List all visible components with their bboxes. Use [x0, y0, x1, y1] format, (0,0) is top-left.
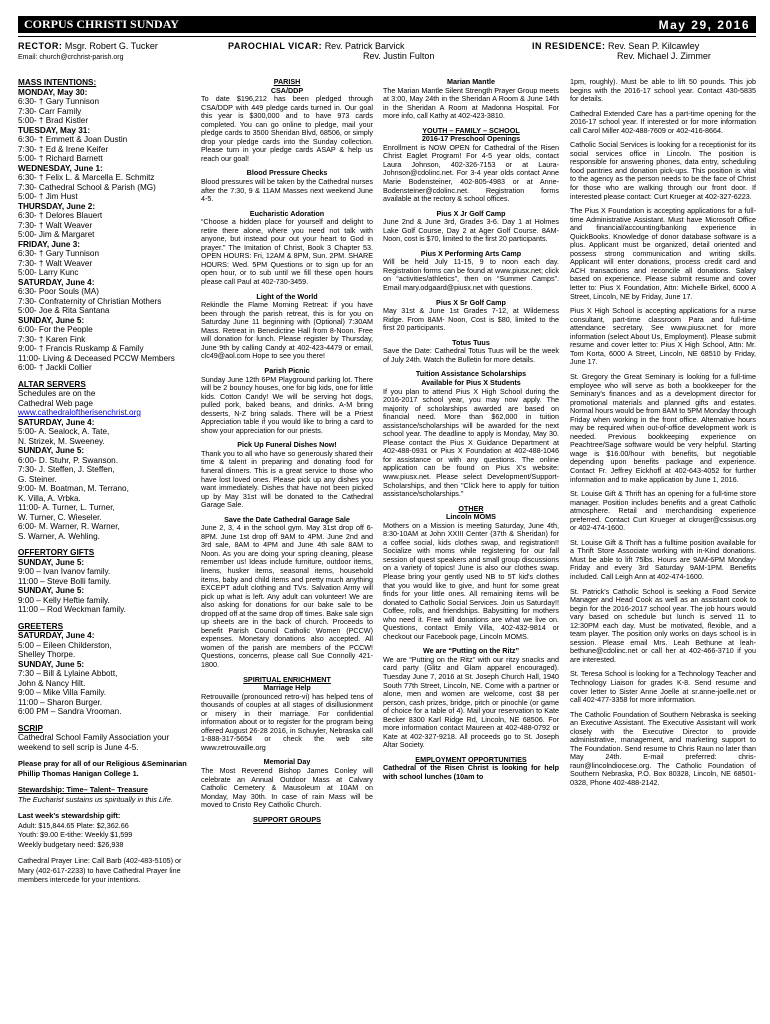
- list-line: 7:30 – Bill & Lylaine Abbott,: [18, 669, 118, 678]
- extended-care-text: Cathedral Extended Care has a part-time opening for the 2016-17 school year. If interested or for more information call Carol Miller 402-488-7609 or 402-416-8664.: [570, 108, 756, 135]
- list-line: 7:30- J. Steffen, J. Steffen,: [18, 465, 115, 474]
- thrift-associate-text: St. Louise Gift & Thrift has a fulltime position available for a Thrift Store Associate working with in-Kind donations. Must be able to lift 75lbs. Hours are 9AM-6PM Monday-Friday and every 3rd Saturday 9AM-1PM. Benefits included. Call Leigh Ann at 402-474-1600.: [570, 537, 756, 581]
- list-line: MONDAY, May 30:: [18, 87, 88, 97]
- garage-text: June 2, 3, 4 in the school gym. May 31st drop off 6-8PM. June 1st drop off 9AM to 4PM. June 2nd and 3rd sale, 8AM to 4PM and June 4th sale 8AM to Noon. As you are doing your spring cleaning, please remember us! Ideas include furniture, outdoor items, linens, husker items, seasonal items, household items, baby and child items and pretty much anything EXCEPT adult clothing and TVs. Salvation Army will pick up what is left. Any adult can volunteer! We are also asking for donations for our bake sale to be dropped off at the same drop off times. Bake sale sign up sheets are in the back of church. Proceeds to benefit Parish Council Catholic Women (PCCW) expenses. Monetary donations also accepted. All women of the parish are members of the PCCW! Questions, concerns, please call Sue Connolly 421-1800.: [201, 523, 373, 669]
- light-text: Rekindle the Flame Morning Retreat: if you have been through the parish retreat, this is for you on Saturday June 11 beginning with (Optional) 7:30AM Mass. Retreat in Benedictine Hall from 8-Noon. Free will donation for lunch. Please register by Thursday, June 9th by calling Candy at 402-423-4479 or email, clc49@aol.com Hope to see you there!: [201, 300, 373, 361]
- list-line: G. Steiner.: [18, 474, 57, 484]
- list-line: TUESDAY, May 31:: [18, 125, 91, 135]
- arts-text: Will be held July 11-15, 9 to noon each day. Registration forms can be found at www.piusx.net; click on “activities/athletics”, then on “Summer Camps”. Email mary.odgaard@piusx.net with questions.: [383, 257, 559, 293]
- tuition-title: Tuition Assistance Scholarships: [415, 369, 527, 379]
- gift-list: [18, 821, 190, 850]
- altar-link[interactable]: www.cathedraloftherisenchrist.org: [18, 408, 141, 417]
- totus-text: Save the Date: Cathedral Totus Tuus will be the week of July 24th. Watch the Bulletin for more details.: [383, 346, 559, 364]
- stewardship-title: Stewardship: Time– Talent– Treasure: [18, 785, 148, 794]
- marriage-title: Marriage Help: [263, 683, 311, 693]
- adoration-title: Eucharistic Adoration: [249, 208, 325, 218]
- list-line: WEDNESDAY, June 1:: [18, 163, 103, 173]
- list-line: 5:00- Jim & Margaret: [18, 230, 95, 239]
- list-line: 11:00- Living & Deceased PCCW Members: [18, 353, 175, 363]
- mantle-title: Marian Mantle: [447, 77, 495, 86]
- bulletin-columns: [18, 78, 756, 885]
- funeral-title: Pick Up Funeral Dishes Now!: [237, 440, 337, 450]
- csa-title: CSA/DDP: [270, 85, 304, 95]
- list-line: 6:00- M. Warner, R. Warner,: [18, 522, 120, 531]
- church-email: Email: church@crchrist-parish.org: [18, 54, 124, 61]
- list-line: Shelley Thorpe.: [18, 650, 76, 659]
- list-line: S. Warner, A. Wehling.: [18, 531, 100, 541]
- list-line: 6:00 PM – Sandra Vrooman.: [18, 707, 122, 716]
- ritz-title: We are “Putting on the Ritz”: [422, 646, 520, 656]
- bulletin-page: [18, 16, 756, 884]
- column-1: [18, 78, 196, 885]
- list-line: FRIDAY, June 3:: [18, 239, 81, 249]
- greeters-list: [18, 631, 190, 717]
- parish-title: PARISH: [273, 77, 301, 86]
- list-line: 7:30- † Walt Weaver: [18, 258, 93, 268]
- adoration-text: “Choose a hidden place for yourself and delight to retire there alone, where you need not talk with anyone, but instead pour out your heart to God in prayer.” The Imitation of Christ, Book 3 Chapter 53. OPEN HOURS: Fri, 12AM & 8PM, Sun. 2PM. SHARE HOURS: Wed. 5PM Questions or to sign up for an open hour, or to sub until we fill these open hours please call Paul at 402-730-3459.: [201, 217, 373, 287]
- vicar-name: Rev. Patrick Barvick: [324, 41, 405, 51]
- list-line: 6:00- † Jackli Collier: [18, 363, 92, 372]
- memorial-text: The Most Reverend Bishop James Conley will celebrate an Annual Outdoor Mass at Calvary Catholic Cemetery & Mausoleum at 10AM on Monday, May 30th. In case of rain Mass will be moved to Cristo Rey Catholic Church.: [201, 766, 373, 810]
- list-line: N. Strizek, M. Sweeney.: [18, 436, 105, 446]
- list-line: SUNDAY, June 5:: [18, 586, 85, 595]
- list-line: SUNDAY, June 5:: [18, 315, 85, 325]
- tuition-subtitle: Available for Pius X Students: [421, 377, 521, 387]
- youth-title: YOUTH – FAMILY – SCHOOL: [422, 125, 520, 135]
- list-line: 6:30- Poor Souls (MA): [18, 287, 99, 296]
- pius-foundation-text: The Pius X Foundation is accepting applications for a full-time Administrative Assistant. Must have Microsoft Office and financial/accounting/banking experience in QuickBooks. Knowledge of donor database software is a plus. Applicant must be organized, detail oriented and possess strong communication and writing skills. Applicant will enter donations, process credit card and ACH transactions and reconcile all donations. Salary based on experience. Please submit resume and cover letter to: Pius X Foundation, Attn: Michelle Birkel, 6000 A Street, Lincoln, NE by Friday, June 17.: [570, 206, 756, 301]
- column-2: [196, 78, 378, 885]
- list-line: 5:00- Larry Kunc: [18, 268, 79, 277]
- vicar-label: PAROCHIAL VICAR:: [228, 41, 323, 51]
- csa-text: To date $196,212 has been pledged through CSA/DDP with 449 pledge cards turned in. Our goal this year is $300,000 and to have 973 cards completed. You can go online to pledge, mail your pledge cards to 3500 Sheridan Blvd, 68506, or simply drop your pledge cards into the Sunday collection. Please turn in your pledge cards ASAP & help us reach our goal!: [201, 94, 373, 163]
- column-3: [378, 78, 564, 885]
- list-line: W. Turner, C. Wieseler.: [18, 512, 102, 522]
- list-line: 5:00- A. Sealock, A. Tate,: [18, 427, 110, 436]
- picnic-text: Sunday June 12th 6PM Playground parking lot. There will be 2 bouncy houses, one for big kids, one for little kids. Cotton Candy! We will be serving hot dogs, pulled pork, baked beans, and drinks. A-M bring desserts, N-Z bring salads. There will be a Priest Appreciation table if you would like to bring a card to show your appreciation for our priests.: [201, 374, 373, 435]
- list-line: 11:00 – Steve Bolli family.: [18, 576, 111, 586]
- blood-text: Blood pressures will be taken by the Cathedral nurses after the 7:30, 9 & 11AM Masses next weekend June 4-5.: [201, 177, 373, 204]
- seminary-text: St. Gregory the Great Seminary is looking for a full-time employee who will serve as both a bookkeeper for the Seminary's finances and as a development director for promotional materials and planned gifts and estates. Normal hours would be from 8AM to 5PM Monday through Friday when working in the front office. Alternative hours may be required when out-of-office development work is needed. Previous bookkeeping experience on Peachtree/Sage software would be very helpful. Starting wage is $16.00/hour with benefits, but negotiable depending upon benefits package and experience. Contact Fr. Jeffrey Eickhoff at 402-643-4052 for further information and to make application by June 1, 2016.: [570, 371, 756, 484]
- golf1-title: Pius X Jr Golf Camp: [436, 208, 506, 218]
- list-line: 7:30- † Karen Fink: [18, 334, 86, 344]
- pray-text: Please pray for all of our Religious &Seminarian Phillip Thomas Hanigan College 1.: [18, 759, 187, 778]
- parish-name: CORPUS CHRISTI SUNDAY: [24, 17, 179, 31]
- rector-label: RECTOR:: [18, 41, 63, 51]
- list-line: 9:00 – Ivan Ivanov family.: [18, 567, 111, 576]
- list-line: SUNDAY, June 5:: [18, 446, 85, 455]
- list-line: 9:00- M. Boatman, M. Terrano,: [18, 484, 129, 493]
- header-bar: [18, 16, 756, 33]
- offertory-gifts-title: OFFERTORY GIFTS: [18, 548, 95, 557]
- altar-servers-title: ALTAR SERVERS: [18, 379, 86, 389]
- funeral-text: Thank you to all who have so generously shared their time & talent in preparing and donating food for funeral dinners. This is a great service to those who have lost loved ones. Please pick up any dishes you want immediately. Dishes that have not been picked up by May 31st will be donated to the Cathedral Garage Sale.: [201, 448, 373, 510]
- spiritual-title: SPIRITUAL ENRICHMENT: [243, 674, 331, 684]
- list-line: 6:30- † Felix L. & Marcella E. Schmitz: [18, 173, 155, 182]
- moms-title: Lincoln MOMS: [446, 512, 496, 522]
- golf2-title: Pius X Sr Golf Camp: [436, 297, 506, 307]
- scrip-text: Cathedral School Family Association your weekend to sell scrip is June 4-5.: [18, 733, 170, 752]
- residence-name: Rev. Sean P. Kilcawley: [608, 41, 700, 51]
- blood-title: Blood Pressure Checks: [246, 168, 328, 178]
- ritz-text: We are “Putting on the Ritz” with our ritzy snacks and card party (Glitz and Glam apparel encouraged). Tuesday June 7, 2016 at St. Joseph Church Hall, 1940 South 77th Street, Lincoln, NE. Come with a partner or alone, men and women are welcome, cost $8 per person, cash prizes, bridge, pitch or pinochle (or game of choice for a table of 4). Mail your reservation to Kate Becker 8300 Karl Ridge Rd, Lincoln, NE 68506. For more information contact Maureen at 402-488-0792 or Kate at 402-327-9218. All proceeds go to St. Joseph Altar Society.: [383, 654, 559, 750]
- list-line: 5:00- † Jim Hust: [18, 192, 78, 201]
- golf1-text: June 2nd & June 3rd, Grades 3-6. Day 1 at Holmes Lake Golf Course, Day 2 at Ager Golf Course. 8AM- Noon, cost is $70, limited to the first 20 participants.: [383, 217, 559, 244]
- list-line: SATURDAY, June 4:: [18, 631, 95, 640]
- mantle-text: The Marian Mantle Silent Strength Prayer Group meets at 3:00, May 24th in the Sheridan A Room & June 14th in the Sheridan A Room at Madonna Hospital. For more info, call Kathy at 402-423-3810.: [383, 85, 559, 121]
- list-line: 6:30- † Delores Blauert: [18, 211, 103, 220]
- list-line: 6:30- † Gary Tunnison: [18, 249, 100, 258]
- column-4: [564, 78, 756, 885]
- list-line: 6:30- † Emmett & Joan Dustin: [18, 135, 128, 144]
- scrip-title: SCRIP: [18, 723, 44, 733]
- list-line: 5:00- † Richard Barnett: [18, 154, 103, 163]
- list-line: 5:00 – Eileen Childerston,: [18, 640, 112, 650]
- altar-servers-list: [18, 418, 190, 542]
- offertory-gifts-list: [18, 558, 190, 615]
- prayer-line: Cathedral Prayer Line: Call Barb (402-483-5105) or Mary (402-617-2233) to have Cathedral Prayer line members intercede for your intentions.: [18, 856, 182, 884]
- list-line: Youth: $9.00 E-tithe: Weekly $1,599: [18, 830, 133, 839]
- memorial-title: Memorial Day: [263, 757, 311, 767]
- list-line: Weekly budgetary need: $26,938: [18, 839, 124, 849]
- moms-text: Mothers on a Mission is meeting Saturday, June 4th, 8:30-10AM at John XXIII Center (37th & Sheridan) for a coffee social, kids clothes swap, and registration!! Socialize with moms while registering for our fall session of quest speakers and small group discussions on a variety of topics! June is also our clothes swap. Please bring your gently used NB to 5T kid's clothes that you would like to give, and hunt for some great finds for your little ones. All remaining items will be donated to Catholic Social Services. Join us Saturday!! Coffee, rolls, and friendships. Babysitting for mothers who need it. Free will donations are what we live on. Questions, contact Emily Villa, 402-432-9814 or checkout our Facebook page, Lincoln MOMS.: [383, 520, 559, 641]
- support-title: SUPPORT GROUPS: [253, 814, 321, 824]
- list-line: SATURDAY, June 4:: [18, 277, 95, 287]
- arts-title: Pius X Performing Arts Camp: [420, 248, 522, 258]
- list-line: K. Villa, A. Vrbka.: [18, 493, 81, 503]
- list-line: 9:00 – Mike Villa Family.: [18, 688, 106, 697]
- other-title: OTHER: [458, 503, 484, 513]
- list-line: 6:30- † Gary Tunnison: [18, 97, 100, 106]
- altar-intro-2: Cathedral Web page: [18, 398, 93, 408]
- altar-intro-1: Schedules are on the: [18, 389, 96, 398]
- list-line: 7:30- Carr Family: [18, 106, 82, 116]
- gift-title: Last week's stewardship gift:: [18, 811, 121, 820]
- preschool-title: 2016-17 Preschool Openings: [421, 134, 521, 144]
- list-line: 9:00- † Francis Ruskamp & Family: [18, 344, 144, 353]
- list-line: John & Nancy Hilt.: [18, 678, 86, 688]
- list-line: 7:30- † Walt Weaver: [18, 220, 93, 230]
- mass-intentions-list: [18, 88, 190, 373]
- list-line: 11:00 – Sharon Burger.: [18, 697, 103, 707]
- lunch-continued-text: 1pm, roughly). Must be able to lift 50 pounds. This job begins with the 2016-17 school year. Contact 430-5835 for details.: [570, 77, 756, 104]
- garage-title: Save the Date Cathedral Garage Sale: [224, 514, 350, 524]
- golf2-text: May 31st & June 1st Grades 7-12, at Wilderness Ridge. From 8AM- Noon, Cost is $80, limited to the first 20 participants.: [383, 306, 559, 333]
- list-line: 9:00 – Kelly Heftie family.: [18, 595, 110, 605]
- light-title: Light of the World: [256, 291, 318, 301]
- list-line: 5:00- † Brad Kistler: [18, 116, 89, 125]
- employment-title: EMPLOYMENT OPPORTUNITIES: [415, 754, 527, 764]
- residence-name-2: Rev. Michael J. Zimmer: [617, 51, 711, 61]
- vicar-name-2: Rev. Justin Fulton: [363, 51, 435, 61]
- st-teresa-text: St. Teresa School is looking for a Technology Teacher and Technology Liaison for grades K-8. Send resume and cover letter to Sister Anne Joelle at sr.anne-joelle.net or call 402-477-3358 for more information.: [570, 669, 756, 705]
- bulletin-date: May 29, 2016: [658, 17, 750, 32]
- list-line: 11:00- A. Turner, L. Turner,: [18, 503, 115, 512]
- clergy-block: [18, 37, 756, 67]
- pius-hs-text: Pius X High School is accepting applications for a nurse consultant, part-time classroom Para and full-time attendance secretary. See www.piusx.net for more information (select About Us, Employment). Please submit resume and cover letter to: Pius X High School, Attn: Mr. Tom Korta, 6000 A Street, Lincoln, NE 68510 by Friday, June 17.: [570, 306, 756, 367]
- list-line: 5:00- Joe & Rita Santana: [18, 306, 110, 315]
- thrift-manager-text: St. Louise Gift & Thrift has an opening for a full-time store manager. Position includes benefits and a great Catholic atmosphere. Retail and merchandising experience preferred. Contact Curt Krueger at ckruger@cssisus.org or 402-474-1600.: [570, 489, 756, 533]
- css-text: Catholic Social Services is looking for a receptionist for its social services office in Lincoln. The position is responsible for answering phones, data entry, scheduling food pantries and donation pick-ups. This position is vital to the agency as the person needs to be the face of Christ for those who are walking through our front door. If interested please contact: Curt Krueger at 402-327-6223.: [570, 140, 756, 201]
- tuition-text: If you plan to attend Pius X High School during the 2016-2017 school year, you may now apply. The majority of scholarships awarded are based on financial need. More than $62,000 in tuition assistance/scholarships will be awarded for the next school year. The deadline to apply is Monday, May 30. Please contact the Pius X Guidance Department at 402-488-0931 or Pius X Foundation at 402-488-1046 for assistance or with any questions. The online application can be found on Pius X's website: www.piusx.net. Please select Development/Support- Scholarships, and then "Click here to apply for tuition assistance/scholarships.": [383, 386, 559, 499]
- marriage-text: Retrouvaille (pronounced retro-vi) has helped tens of thousands of couples at all stages of disillusionment or misery in their marriage. For confidential information about or to register for the program being offered August 26-28 2016, in Schuyler, Nebraska call 1-888-317-5654 or check the web site www.retrouvaille.org: [201, 691, 373, 752]
- mass-intentions-title: MASS INTENTIONS:: [18, 78, 97, 87]
- list-line: 7:30- Confraternity of Christian Mothers: [18, 296, 162, 306]
- list-line: THURSDAY, June 2:: [18, 201, 96, 211]
- st-patrick-text: St. Patrick's Catholic School is seeking a Food Service Manager and Head Cook as well as an assistant cook to begin for the 2016-2017 school year. The job hours would vary based on schedule but lunch is served 11 to 12:30PM each day. Must be motivated, flexible, and a team player. The position only works on days school is in session. Please email Mrs. Leah Bethune at leah-bethune@cdolinc.net or call her at 402-466-3710 if you are interested.: [570, 586, 756, 664]
- picnic-title: Parish Picnic: [264, 365, 310, 375]
- totus-title: Totus Tuus: [452, 337, 490, 347]
- list-line: Adult: $15,844.65 Plate: $2,362.66: [18, 820, 129, 830]
- list-line: SUNDAY, June 5:: [18, 557, 85, 567]
- list-line: SUNDAY, June 5:: [18, 659, 85, 669]
- list-line: SATURDAY, June 4:: [18, 417, 95, 427]
- list-line: 7:30- Cathedral School & Parish (MG): [18, 182, 156, 192]
- rector-name: Msgr. Robert G. Tucker: [64, 41, 158, 51]
- stewardship-text: The Eucharist sustains us spiritually in this Life.: [18, 794, 173, 804]
- list-line: 7:30- † Ed & Irene Keifer: [18, 144, 109, 154]
- list-line: 11:00 – Rod Weckman family.: [18, 605, 126, 614]
- catholic-foundation-text: The Catholic Foundation of Southern Nebraska is seeking an Executive Assistant. The Executive Assistant will work closely with the Executive Director to provide administrative, management, and marketing support to The Foundation. Send resume to Chris Raun no later than May 24th. E-mail preferred: chris-raun@lincolndiocese.org. The Catholic Foundation of Southern Nebraska, P.O. Box 80328, Lincoln, NE 68501-0328, Phone 402-488-2142.: [570, 709, 756, 788]
- list-line: 6:00- For the People: [18, 325, 93, 334]
- employment-text: Cathedral of the Risen Christ is looking for help with school lunches (10am to: [383, 763, 559, 782]
- preschool-text: Enrollment is NOW OPEN for Cathedral of the Risen Christ Eaglet Program! For 4-5 year olds, contact Laura Johnson, 402-326-7153 or at Laura-Johnson@cdolinc.net. For 3-4 year olds contact Anne Marie Bodensteiner, 402-805-4983 or at Anne-Bodensteiner@cdolinc.net. Registration forms available at the rectory & school offices.: [383, 142, 559, 204]
- residence-label: IN RESIDENCE:: [532, 41, 606, 51]
- list-line: 6:00- D. Stuhr, P. Swanson.: [18, 455, 118, 465]
- greeters-title: GREETERS: [18, 621, 64, 631]
